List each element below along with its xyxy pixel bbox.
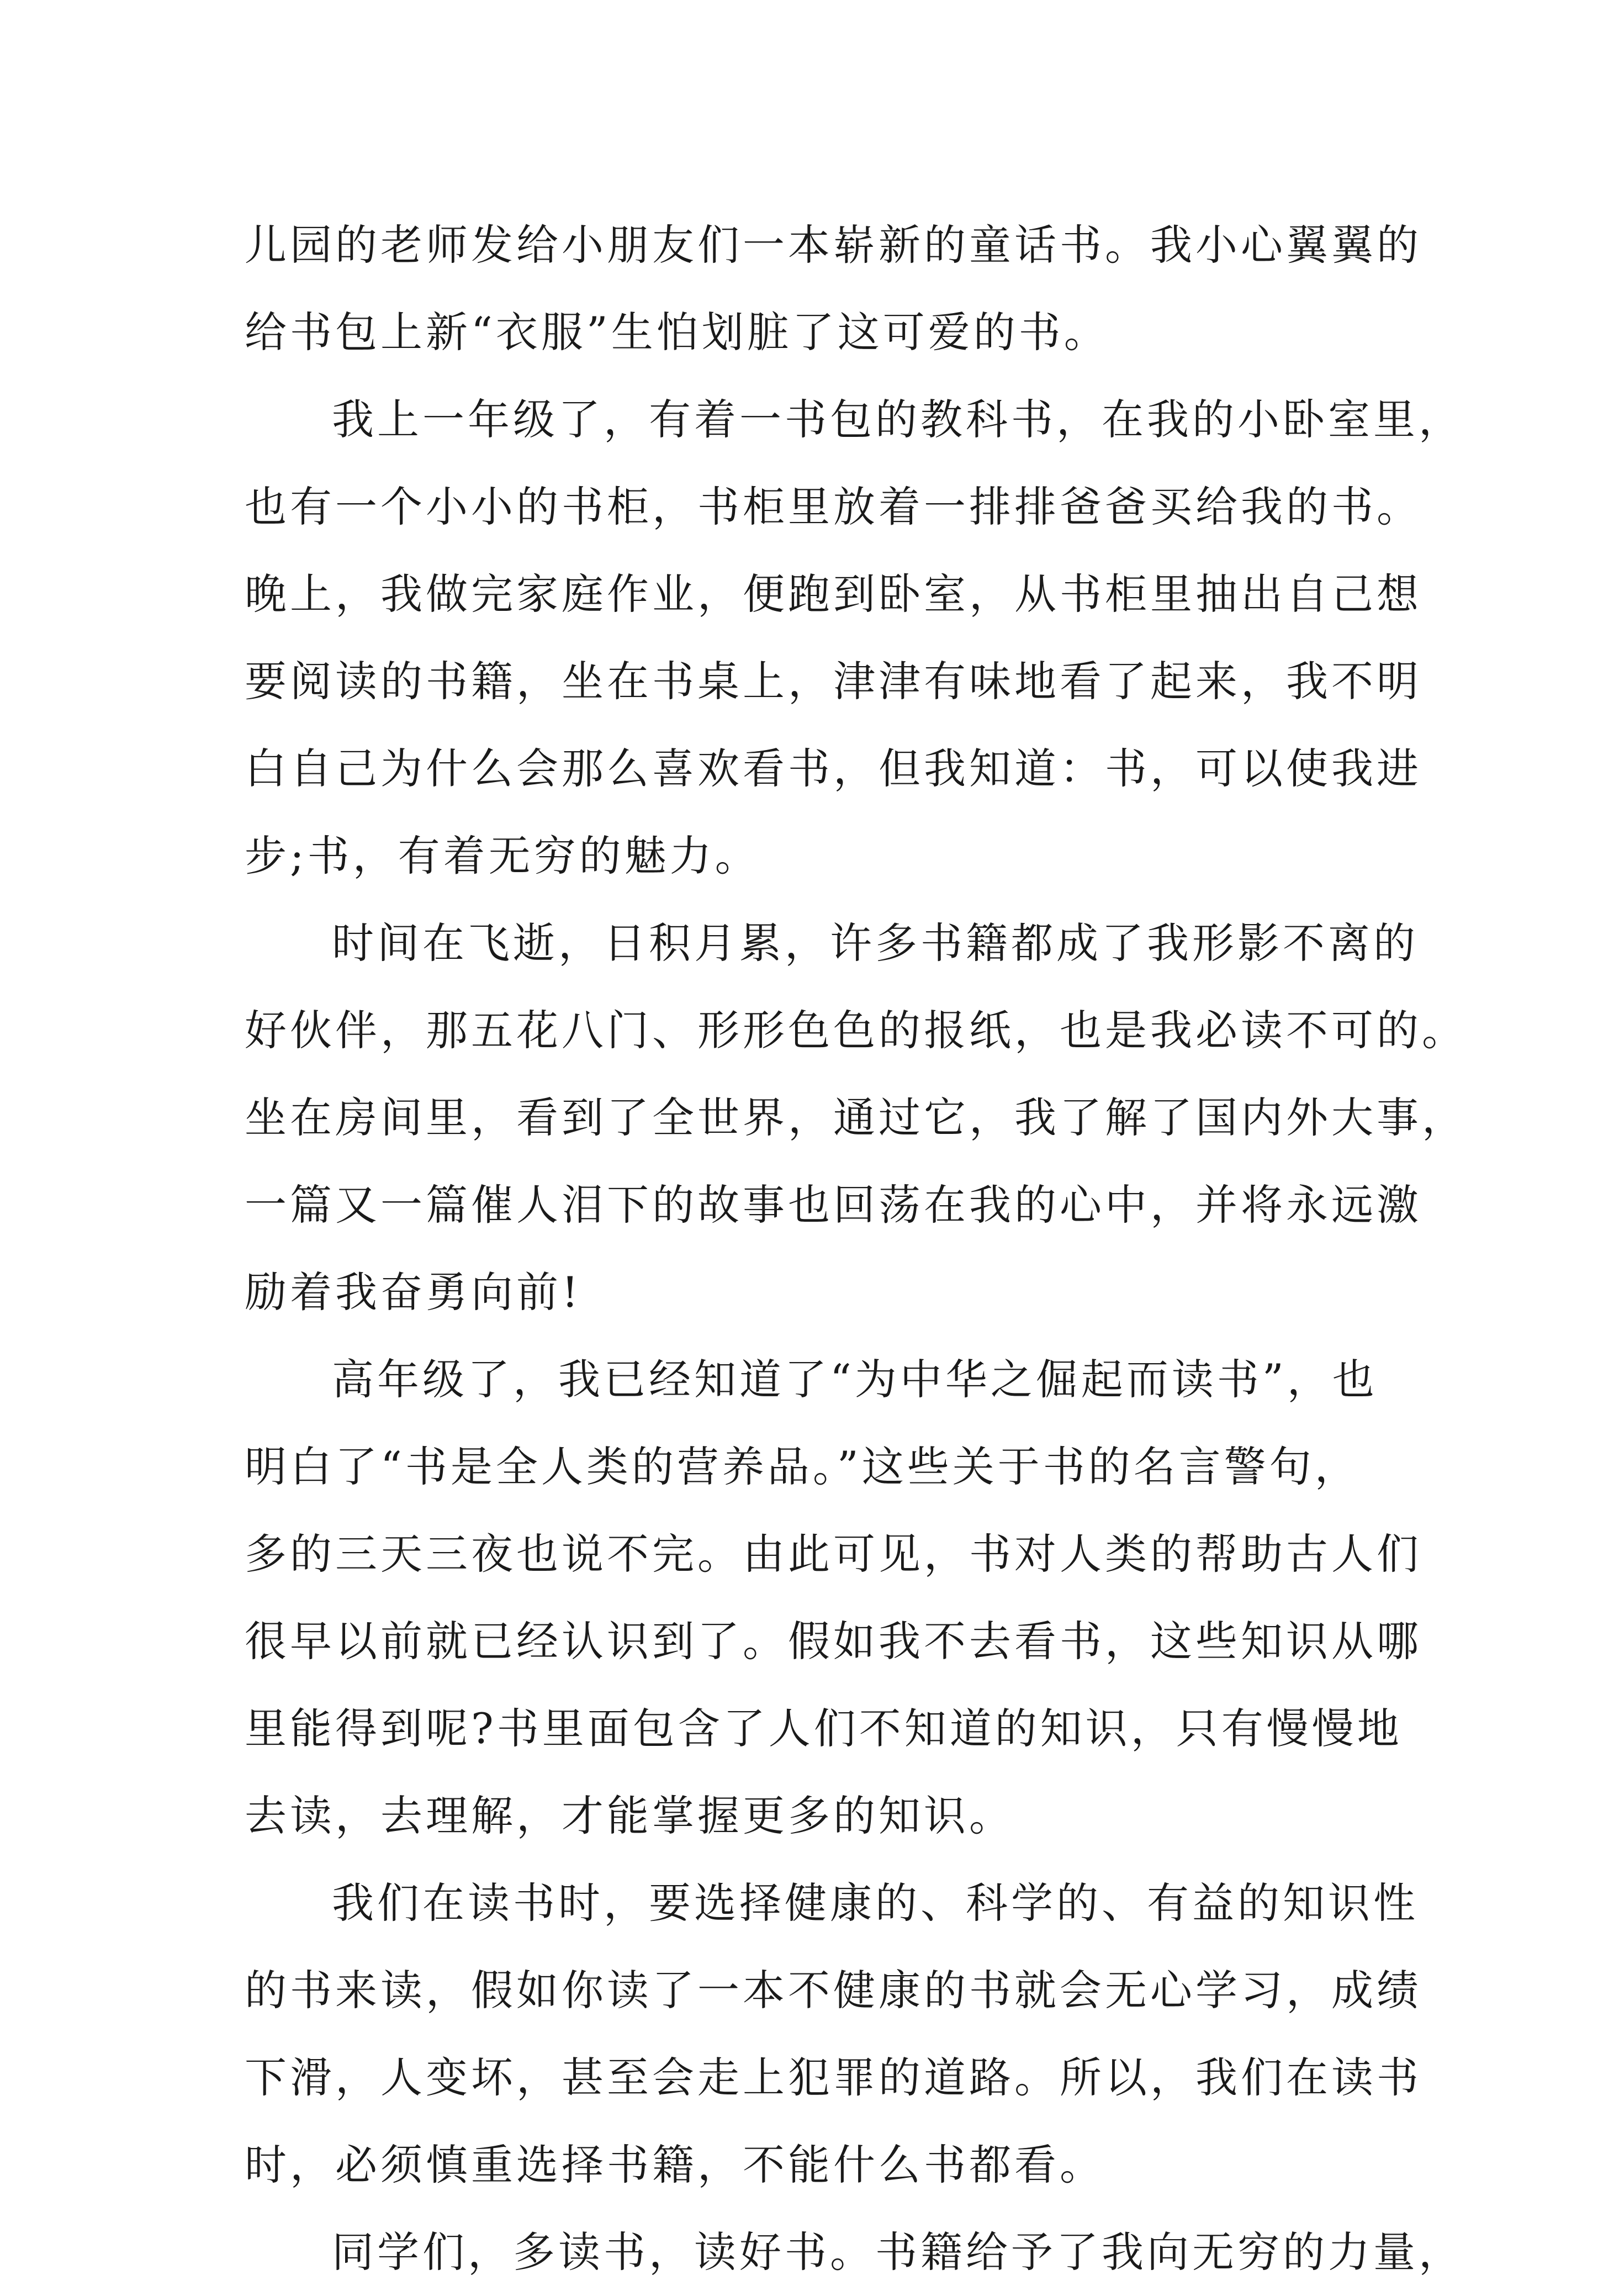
text-line: 也有一个小小的书柜，书柜里放着一排排爸爸买给我的书。 bbox=[245, 482, 1422, 531]
paragraph-first-line: 我们在读书时，要选择健康的、科学的、有益的知识性 bbox=[332, 1878, 1419, 1928]
text-line: 去读，去理解，才能掌握更多的知识。 bbox=[245, 1791, 1014, 1840]
text-line: 的书来读，假如你读了一本不健康的书就会无心学习，成绩 bbox=[245, 1966, 1422, 2015]
text-line: 好伙伴，那五花八门、形形色色的报纸，也是我必读不可的。 bbox=[245, 1006, 1467, 1055]
text-line: 下滑，人变坏，甚至会走上犯罪的道路。所以，我们在读书 bbox=[245, 2053, 1422, 2102]
text-line: 要阅读的书籍，坐在书桌上，津津有味地看了起来，我不明 bbox=[245, 657, 1422, 706]
text-line: 励着我奋勇向前! bbox=[245, 1268, 582, 1317]
text-line: 时，必须慎重选择书籍，不能什么书都看。 bbox=[245, 2140, 1105, 2189]
paragraph-first-line: 时间在飞逝，日积月累，许多书籍都成了我形影不离的 bbox=[332, 919, 1419, 968]
paragraph-first-line: 我上一年级了，有着一书包的教科书，在我的小卧室里， bbox=[332, 395, 1464, 444]
text-line: 给书包上新“衣服”生怕划脏了这可爱的书。 bbox=[245, 308, 1109, 357]
text-line: 白自己为什么会那么喜欢看书，但我知道：书，可以使我进 bbox=[245, 744, 1422, 793]
text-line: 坐在房间里，看到了全世界，通过它，我了解了国内外大事， bbox=[245, 1093, 1467, 1142]
text-line: 多的三天三夜也说不完。由此可见，书对人类的帮助古人们 bbox=[245, 1529, 1422, 1579]
body-text bbox=[245, 202, 1467, 2296]
text-line: 很早以前就已经认识到了。假如我不去看书，这些知识从哪 bbox=[245, 1617, 1422, 1666]
text-line: 里能得到呢?书里面包含了人们不知道的知识，只有慢慢地 bbox=[245, 1704, 1403, 1753]
text-line: 儿园的老师发给小朋友们一本崭新的童话书。我小心翼翼的 bbox=[245, 220, 1422, 270]
text-line: 晚上，我做完家庭作业，便跑到卧室，从书柜里抽出自己想 bbox=[245, 569, 1422, 619]
text-line: 明白了“书是全人类的营养品。”这些关于书的名言警句， bbox=[245, 1442, 1360, 1491]
paragraph-first-line: 同学们，多读书，读好书。书籍给予了我向无穷的力量， bbox=[332, 2228, 1464, 2277]
paragraph-first-line: 高年级了，我已经知道了“为中华之倔起而读书”，也 bbox=[332, 1355, 1378, 1404]
text-line: 步;书，有着无穷的魅力。 bbox=[245, 831, 760, 880]
text-line: 一篇又一篇催人泪下的故事也回荡在我的心中，并将永远激 bbox=[245, 1180, 1422, 1229]
